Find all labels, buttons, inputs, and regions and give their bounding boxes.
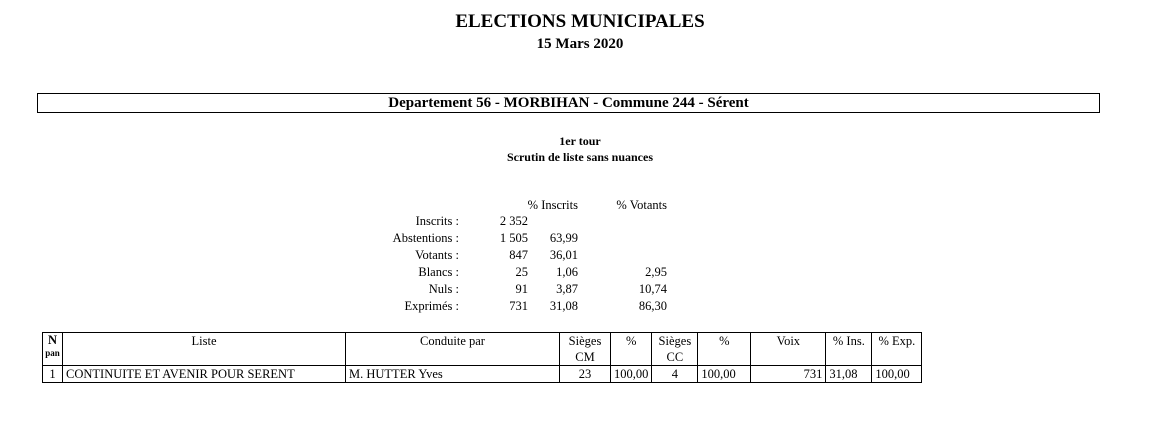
cell-pct-cc: 100,00 [698, 366, 751, 383]
ballot-type: Scrutin de liste sans nuances [506, 150, 654, 164]
col-header-n-pan [43, 333, 63, 366]
stats-label: Abstentions : [392, 231, 459, 245]
stats-value: 91 [515, 282, 528, 296]
stats-row-nuls [0, 281, 1160, 298]
stats-pct-votants: 86,30 [638, 299, 667, 313]
col-header-n: N [47, 333, 58, 347]
stats-value: 1 505 [499, 231, 528, 245]
stats-pct-votants: 10,74 [638, 282, 667, 296]
stats-row-inscrits [0, 213, 1160, 230]
cell-pct-cm: 100,00 [611, 366, 652, 383]
cell-voix: 731 [751, 366, 826, 383]
stats-label: Votants : [415, 248, 459, 262]
stats-value: 2 352 [499, 214, 528, 228]
col-header-liste: Liste [63, 333, 346, 366]
pct-inscrits-header: % Inscrits [527, 198, 578, 212]
col-header-conduite: Conduite par [346, 333, 560, 366]
stats-row-votants [0, 247, 1160, 264]
cell-sieges-cc: 4 [652, 366, 698, 383]
col-header-pct-cc: % [698, 333, 751, 366]
col-header-sieges-cc-line2: CC [666, 350, 684, 364]
col-header-sieges-cc-line1: Sièges [658, 334, 692, 348]
cell-pct-exp: 100,00 [872, 366, 922, 383]
stats-row-blancs [0, 264, 1160, 281]
stats-pct-inscrits: 1,06 [556, 265, 578, 279]
col-header-pan: pan [45, 348, 60, 358]
stats-label: Blancs : [418, 265, 459, 279]
stats-row-exprimes [0, 298, 1160, 315]
cell-n: 1 [43, 366, 63, 383]
cell-pct-ins: 31,08 [826, 366, 872, 383]
table-row [43, 366, 922, 383]
stats-pct-inscrits: 63,99 [549, 231, 578, 245]
col-header-voix: Voix [751, 333, 826, 366]
cell-sieges-cm: 23 [560, 366, 611, 383]
col-header-pct-exp: % Exp. [872, 333, 922, 366]
cell-liste: CONTINUITE ET AVENIR POUR SERENT [63, 366, 346, 383]
col-header-sieges-cm-line1: Sièges [568, 334, 602, 348]
page-title: ELECTIONS MUNICIPALES [455, 11, 705, 32]
round-label: 1er tour [559, 134, 601, 148]
col-header-pct-ins: % Ins. [826, 333, 872, 366]
stats-label: Inscrits : [415, 214, 459, 228]
results-table [42, 332, 922, 383]
stats-pct-inscrits: 3,87 [556, 282, 578, 296]
pct-votants-header: % Votants [616, 198, 667, 212]
stats-value: 731 [509, 299, 528, 313]
stats-pct-inscrits: 31,08 [549, 299, 578, 313]
results-header-row [43, 333, 922, 366]
stats-pct-inscrits: 36,01 [549, 248, 578, 262]
col-header-pct-cm: % [611, 333, 652, 366]
stats-label: Nuls : [428, 282, 459, 296]
cell-conduite: M. HUTTER Yves [346, 366, 560, 383]
stats-value: 847 [509, 248, 528, 262]
stats-pct-votants: 2,95 [645, 265, 667, 279]
department-commune-banner: Departement 56 - MORBIHAN - Commune 244 - Sérent [37, 93, 1100, 113]
stats-label: Exprimés : [404, 299, 459, 313]
stats-row-abstentions [0, 230, 1160, 247]
col-header-sieges-cc [652, 333, 698, 366]
col-header-sieges-cm-line2: CM [575, 350, 595, 364]
col-header-sieges-cm [560, 333, 611, 366]
election-date: 15 Mars 2020 [536, 36, 624, 52]
stats-value: 25 [515, 265, 528, 279]
